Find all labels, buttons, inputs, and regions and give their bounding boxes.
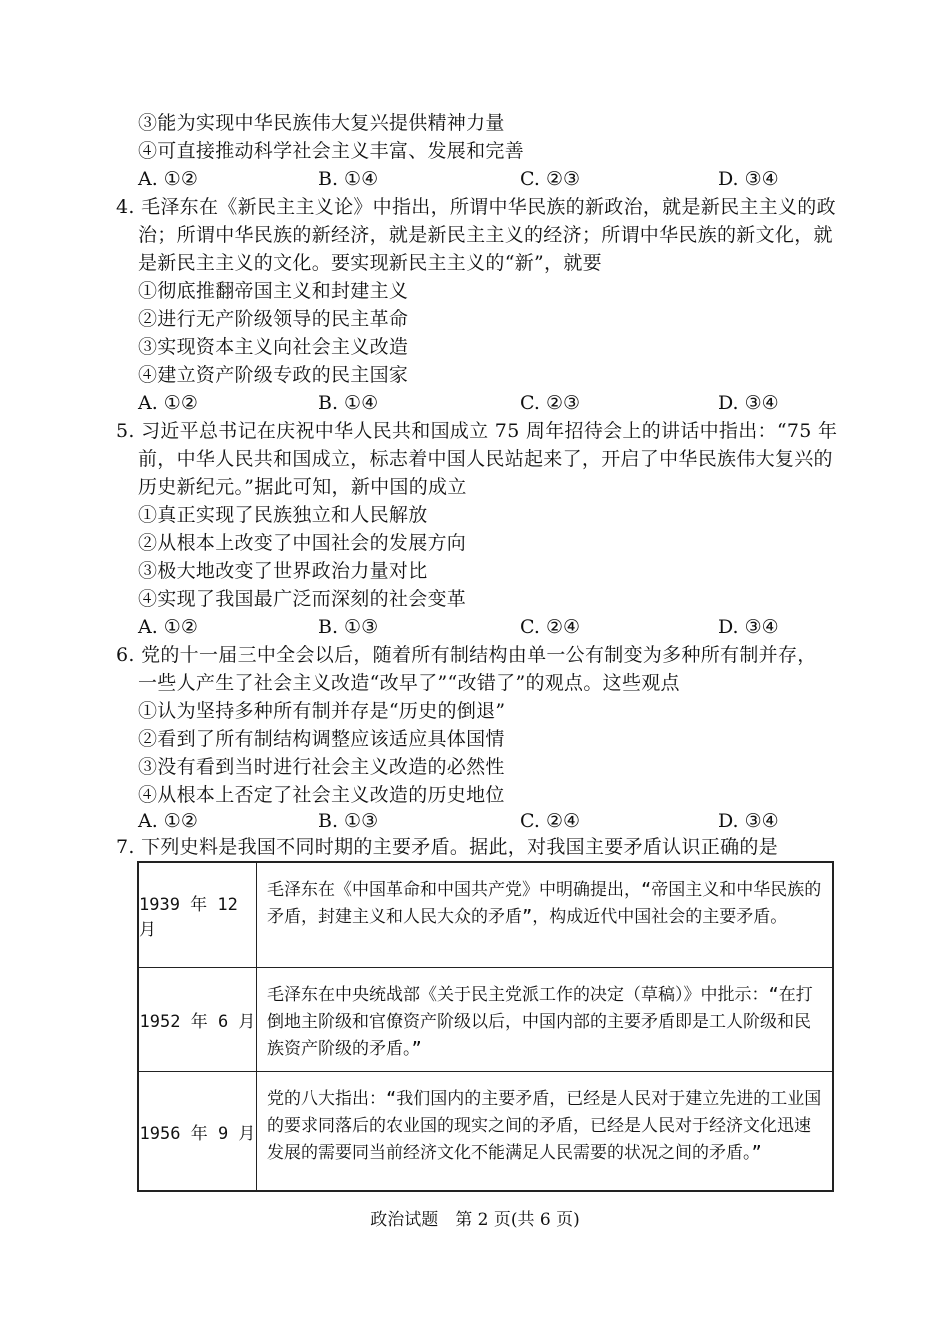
q3-choices bbox=[138, 166, 818, 192]
q5-item-3: ③极大地改变了世界政治力量对比 bbox=[138, 560, 428, 582]
q4-item-1: ①彻底推翻帝国主义和封建主义 bbox=[138, 280, 409, 302]
q3-option-4: ④可直接推动科学社会主义丰富、发展和完善 bbox=[138, 140, 525, 162]
q3-choice-c: C. ②③ bbox=[520, 168, 581, 190]
q6-choices bbox=[138, 808, 818, 834]
table-row-date: 1939 年 12 月 bbox=[139, 863, 257, 967]
q6-choice-c: C. ②④ bbox=[520, 810, 581, 832]
q4-choice-b: B. ①④ bbox=[318, 392, 379, 414]
q6-stem-line-1: 6. 党的十一届三中全会以后，随着所有制结构由单一公有制变为多种所有制并存， bbox=[116, 644, 817, 666]
q5-choice-b: B. ①③ bbox=[318, 616, 379, 638]
q7-stem: 7. 下列史料是我国不同时期的主要矛盾。据此，对我国主要矛盾认识正确的是 bbox=[116, 836, 778, 858]
table-row-text: 毛泽东在中央统战部《关于民主党派工作的决定（草稿）》中批示：“在打倒地主阶级和官僚资产阶级以后，中国内部的主要矛盾即是工人阶级和民族资产阶级的矛盾。” bbox=[267, 985, 813, 1059]
q6-stem-line-2: 一些人产生了社会主义改造“改早了”“改错了”的观点。这些观点 bbox=[138, 672, 680, 694]
q4-stem-line-3: 是新民主主义的文化。要实现新民主主义的“新”，就要 bbox=[138, 252, 602, 274]
q4-choice-a: A. ①② bbox=[138, 392, 198, 414]
q5-choice-a: A. ①② bbox=[138, 616, 198, 638]
q5-stem-line-3: 历史新纪元。”据此可知，新中国的成立 bbox=[138, 476, 467, 498]
q3-choice-a: A. ①② bbox=[138, 168, 198, 190]
q4-choice-c: C. ②③ bbox=[520, 392, 581, 414]
page-footer: 政治试题 第 2 页(共 6 页) bbox=[370, 1210, 580, 1230]
q5-choices bbox=[138, 614, 818, 640]
q4-choices bbox=[138, 390, 818, 416]
q4-item-3: ③实现资本主义向社会主义改造 bbox=[138, 336, 409, 358]
q4-choice-d: D. ③④ bbox=[718, 392, 779, 414]
q6-item-4: ④从根本上否定了社会主义改造的历史地位 bbox=[138, 784, 505, 806]
q5-stem-line-1: 5. 习近平总书记在庆祝中华人民共和国成立 75 周年招待会上的讲话中指出：“75 年 bbox=[116, 420, 838, 442]
q5-choice-c: C. ②④ bbox=[520, 616, 581, 638]
table-row-text: 党的八大指出：“我们国内的主要矛盾，已经是人民对于建立先进的工业国的要求同落后的农业国的现实之间的矛盾，已经是人民对于经济文化迅速发展的需要同当前经济文化不能满足人民需要的状况之间的矛盾。” bbox=[267, 1089, 822, 1163]
q4-item-4: ④建立资产阶级专政的民主国家 bbox=[138, 364, 409, 386]
q6-item-3: ③没有看到当时进行社会主义改造的必然性 bbox=[138, 756, 505, 778]
q6-item-2: ②看到了所有制结构调整应该适应具体国情 bbox=[138, 728, 505, 750]
q3-choice-b: B. ①④ bbox=[318, 168, 379, 190]
q4-stem-line-2: 治；所谓中华民族的新经济，就是新民主主义的经济；所谓中华民族的新文化，就 bbox=[138, 224, 833, 246]
q4-stem-line-1: 4. 毛泽东在《新民主主义论》中指出，所谓中华民族的新政治，就是新民主主义的政 bbox=[116, 196, 836, 218]
q6-choice-a: A. ①② bbox=[138, 810, 198, 832]
table-row bbox=[139, 968, 832, 1072]
q5-item-1: ①真正实现了民族独立和人民解放 bbox=[138, 504, 428, 526]
q5-choice-d: D. ③④ bbox=[718, 616, 779, 638]
table-row-date: 1952 年 6 月 bbox=[139, 968, 257, 1071]
q7-history-table bbox=[137, 861, 834, 1192]
q5-item-4: ④实现了我国最广泛而深刻的社会变革 bbox=[138, 588, 467, 610]
q3-option-3: ③能为实现中华民族伟大复兴提供精神力量 bbox=[138, 112, 505, 134]
q6-choice-b: B. ①③ bbox=[318, 810, 379, 832]
q5-stem-line-2: 前，中华人民共和国成立，标志着中国人民站起来了，开启了中华民族伟大复兴的 bbox=[138, 448, 833, 470]
q3-choice-d: D. ③④ bbox=[718, 168, 779, 190]
table-row bbox=[139, 1072, 832, 1190]
q6-item-1: ①认为坚持多种所有制并存是“历史的倒退” bbox=[138, 700, 506, 722]
table-row-date: 1956 年 9 月 bbox=[139, 1072, 257, 1190]
q4-item-2: ②进行无产阶级领导的民主革命 bbox=[138, 308, 409, 330]
table-row-text: 毛泽东在《中国革命和中国共产党》中明确提出，“帝国主义和中华民族的矛盾，封建主义和人民大众的矛盾”，构成近代中国社会的主要矛盾。 bbox=[267, 880, 822, 927]
table-row bbox=[139, 863, 832, 968]
q6-choice-d: D. ③④ bbox=[718, 810, 779, 832]
q5-item-2: ②从根本上改变了中国社会的发展方向 bbox=[138, 532, 467, 554]
